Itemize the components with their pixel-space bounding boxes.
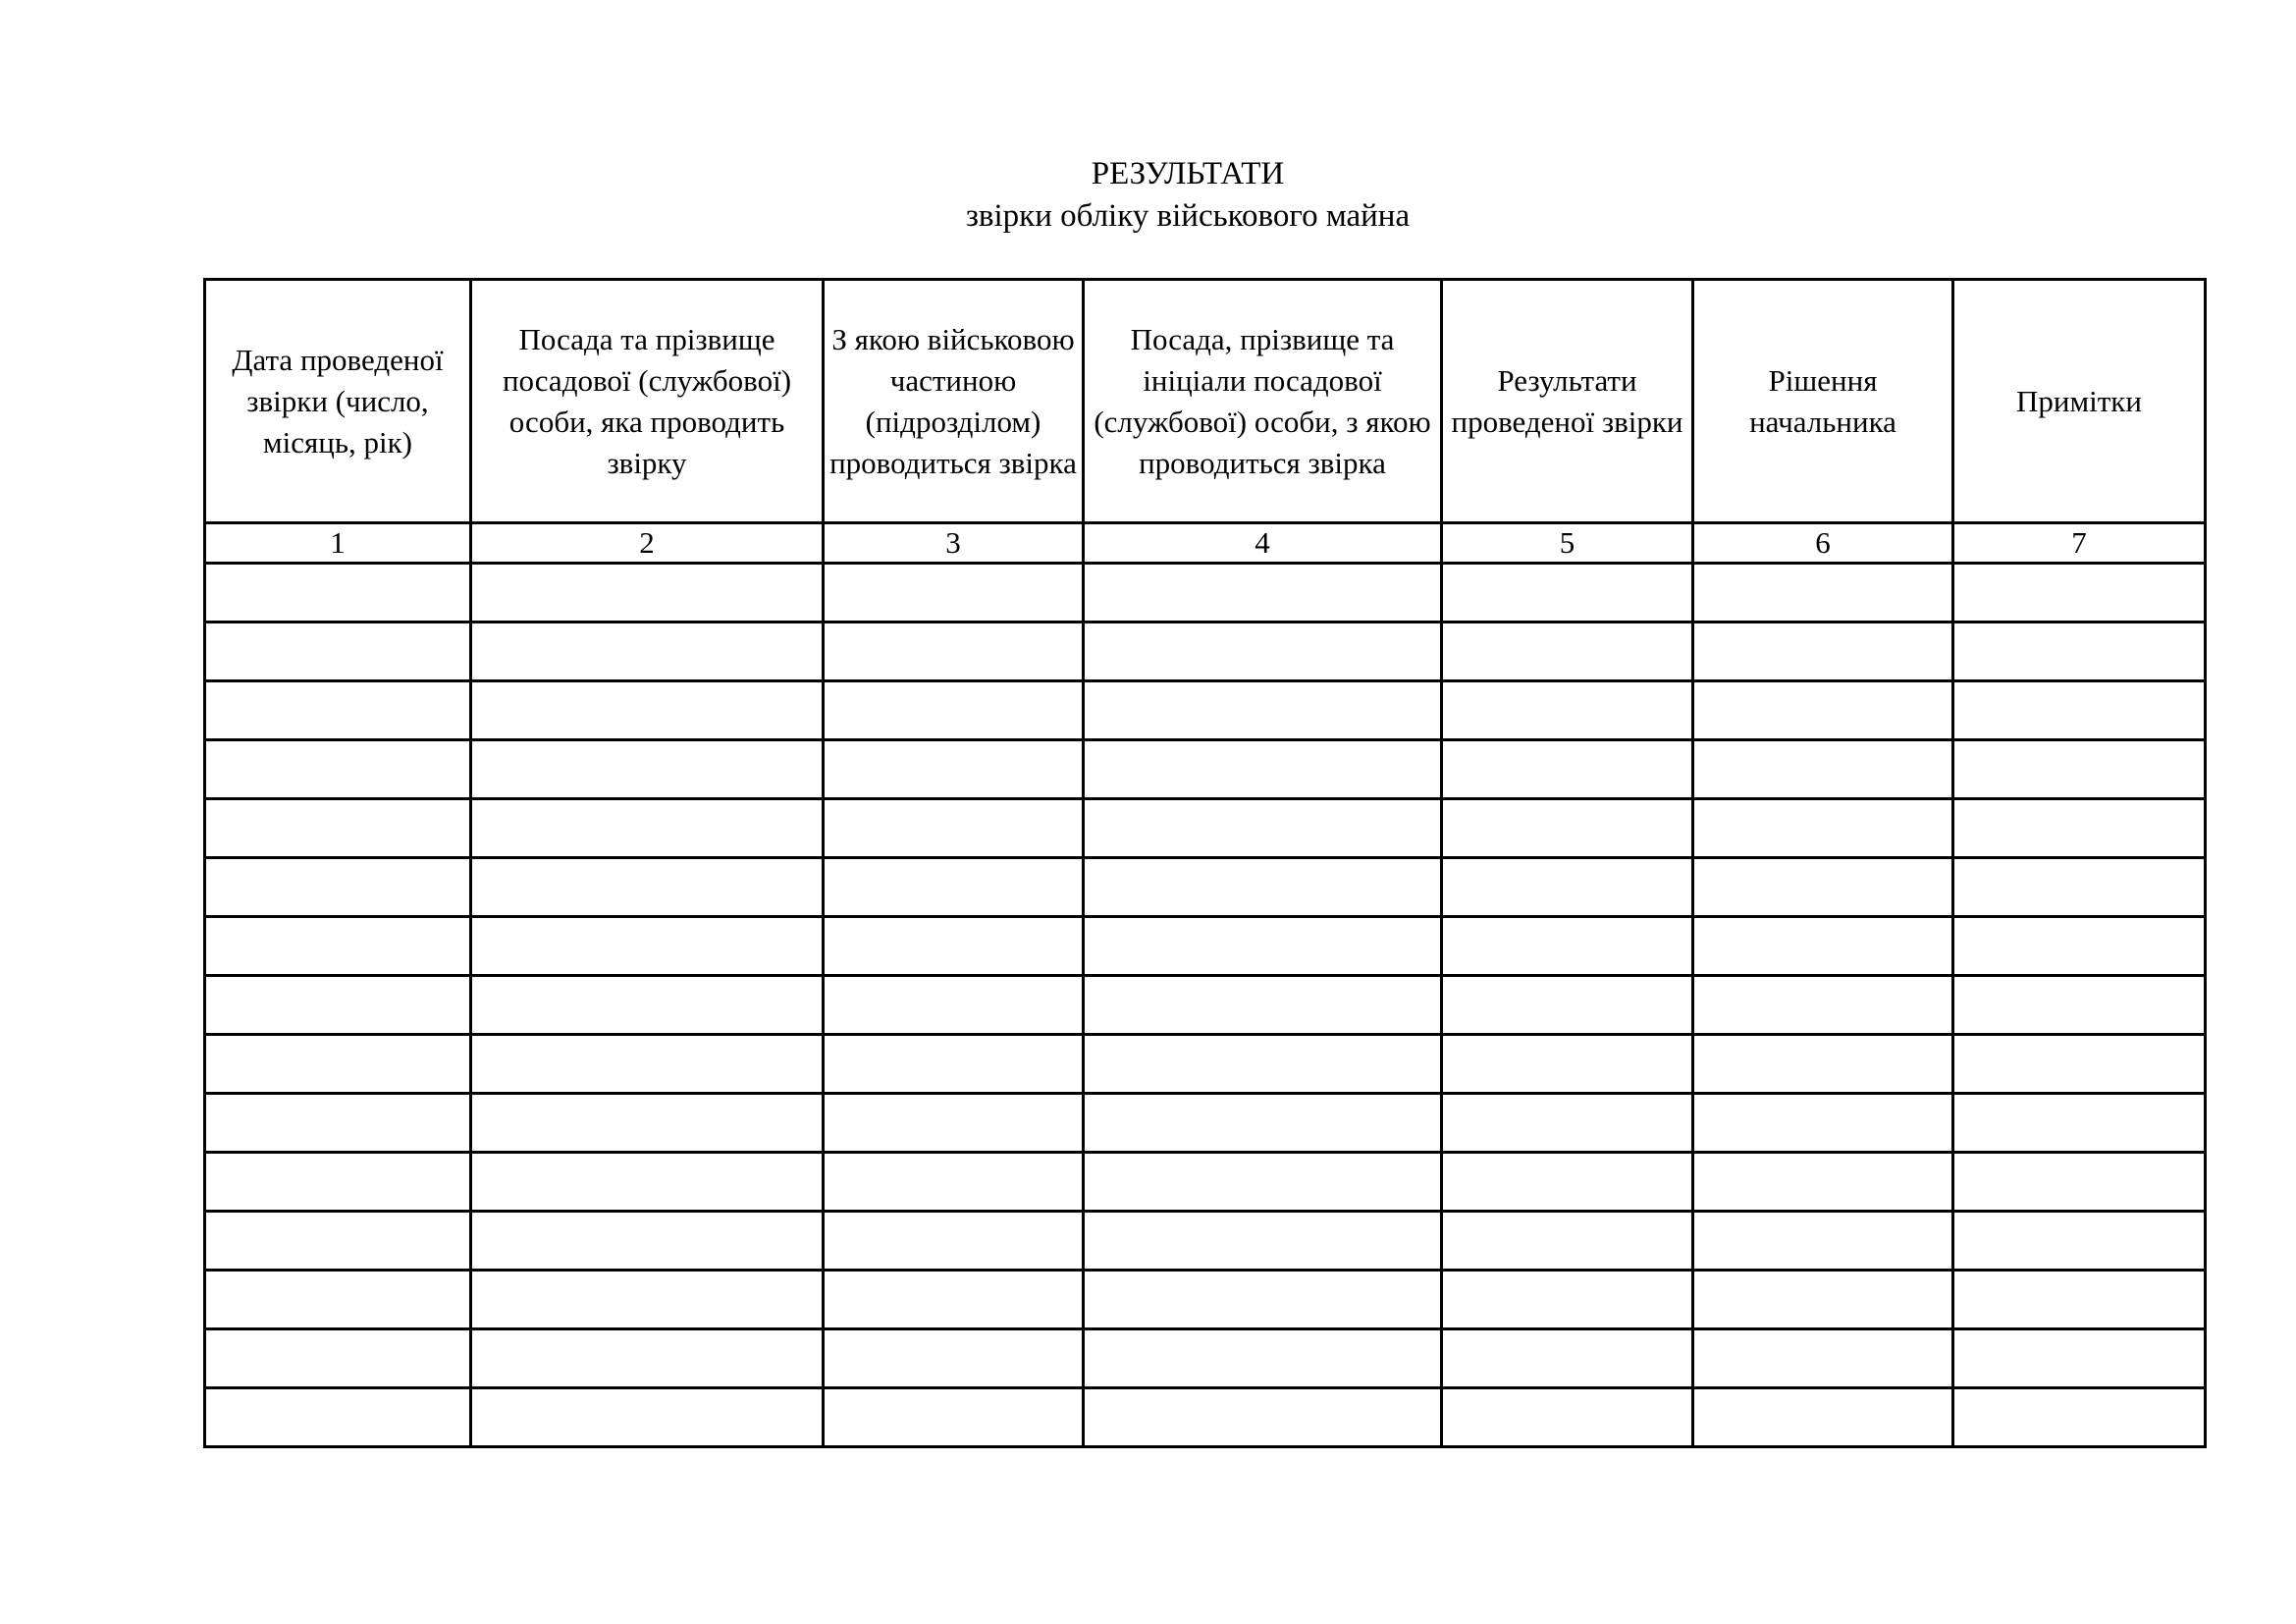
table-row (205, 623, 2206, 681)
table-cell[interactable] (1442, 681, 1693, 740)
table-cell[interactable] (1693, 1035, 1953, 1094)
table-cell[interactable] (1084, 1388, 1442, 1447)
table-cell[interactable] (1084, 1153, 1442, 1212)
table-cell[interactable] (1953, 1153, 2206, 1212)
table-cell[interactable] (1442, 1329, 1693, 1388)
table-cell[interactable] (824, 564, 1084, 623)
table-cell[interactable] (205, 858, 471, 917)
table-cell[interactable] (205, 564, 471, 623)
table-cell[interactable] (205, 917, 471, 976)
table-cell[interactable] (1084, 1035, 1442, 1094)
table-cell[interactable] (1693, 623, 1953, 681)
document-heading (0, 153, 2296, 238)
table-row (205, 917, 2206, 976)
document-subtitle: звірки обліку військового майна (965, 198, 1411, 234)
table-cell[interactable] (1693, 564, 1953, 623)
table-cell[interactable] (824, 799, 1084, 858)
table-cell[interactable] (824, 1153, 1084, 1212)
table-cell[interactable] (471, 799, 824, 858)
table-cell[interactable] (1953, 1271, 2206, 1329)
table-cell[interactable] (205, 1035, 471, 1094)
table-row (205, 740, 2206, 799)
table-cell[interactable] (824, 623, 1084, 681)
table-cell[interactable] (1953, 858, 2206, 917)
table-cell[interactable] (471, 1329, 824, 1388)
table-cell[interactable] (1693, 1212, 1953, 1271)
column-header-decision: Рішення начальника (1693, 280, 1953, 523)
table-cell[interactable] (471, 1035, 824, 1094)
table-cell[interactable] (471, 1271, 824, 1329)
column-number-row (205, 523, 2206, 564)
table-cell[interactable] (1084, 623, 1442, 681)
table-row (205, 1212, 2206, 1271)
table-cell[interactable] (1442, 1035, 1693, 1094)
column-number: 6 (1693, 523, 1953, 564)
header-row (205, 280, 2206, 523)
table-cell[interactable] (205, 976, 471, 1035)
column-header-results: Результати проведеної звірки (1442, 280, 1693, 523)
table-body (205, 564, 2206, 1447)
column-header-inspector: Посада та прізвище посадової (службової) особи, яка проводить звірку (471, 280, 824, 523)
table-cell[interactable] (1953, 681, 2206, 740)
table-cell[interactable] (471, 1094, 824, 1153)
document-title: РЕЗУЛЬТАТИ (1091, 156, 1285, 191)
table-cell[interactable] (1693, 740, 1953, 799)
table-cell[interactable] (1084, 976, 1442, 1035)
table-row (205, 1035, 2206, 1094)
table-cell[interactable] (205, 1388, 471, 1447)
column-header-unit: З якою військовою частиною (підрозділом) проводиться звірка (824, 280, 1084, 523)
table-cell[interactable] (1693, 1329, 1953, 1388)
table-cell[interactable] (471, 917, 824, 976)
table-row (205, 564, 2206, 623)
table-cell[interactable] (1953, 917, 2206, 976)
table-cell[interactable] (205, 623, 471, 681)
table-cell[interactable] (1442, 564, 1693, 623)
table-row (205, 799, 2206, 858)
column-number: 2 (471, 523, 824, 564)
table-cell[interactable] (824, 1094, 1084, 1153)
table-row (205, 1329, 2206, 1388)
table-cell[interactable] (1084, 917, 1442, 976)
table-cell[interactable] (471, 740, 824, 799)
table-row (205, 1153, 2206, 1212)
table-cell[interactable] (1084, 681, 1442, 740)
table-row (205, 976, 2206, 1035)
table-row (205, 681, 2206, 740)
table-cell[interactable] (824, 1329, 1084, 1388)
table-cell[interactable] (1693, 1271, 1953, 1329)
table-cell[interactable] (1442, 799, 1693, 858)
table-row (205, 1388, 2206, 1447)
table-cell[interactable] (1693, 917, 1953, 976)
column-number: 1 (205, 523, 471, 564)
table-cell[interactable] (1084, 740, 1442, 799)
table-cell[interactable] (1693, 1153, 1953, 1212)
table-cell[interactable] (1693, 858, 1953, 917)
table-cell[interactable] (1693, 799, 1953, 858)
table-cell[interactable] (471, 1153, 824, 1212)
table-cell[interactable] (1084, 858, 1442, 917)
table-cell[interactable] (824, 1212, 1084, 1271)
table-cell[interactable] (1953, 976, 2206, 1035)
table-cell[interactable] (824, 858, 1084, 917)
column-number: 3 (824, 523, 1084, 564)
column-number: 4 (1084, 523, 1442, 564)
table-cell[interactable] (824, 681, 1084, 740)
table-cell[interactable] (1953, 623, 2206, 681)
table-cell[interactable] (1442, 1388, 1693, 1447)
table-cell[interactable] (205, 1153, 471, 1212)
table-cell[interactable] (1084, 564, 1442, 623)
reconciliation-results-table (203, 278, 2207, 1448)
table-cell[interactable] (1953, 1329, 2206, 1388)
column-header-counterpart: Посада, прізвище та ініціали посадової (службової) особи, з якою проводиться звірка (1084, 280, 1442, 523)
table-cell[interactable] (471, 623, 824, 681)
table-cell[interactable] (1084, 1329, 1442, 1388)
table-cell[interactable] (1693, 976, 1953, 1035)
column-number: 5 (1442, 523, 1693, 564)
table-cell[interactable] (1693, 1388, 1953, 1447)
table-cell[interactable] (1693, 1094, 1953, 1153)
table-cell[interactable] (205, 681, 471, 740)
table-cell[interactable] (471, 681, 824, 740)
table-cell[interactable] (1084, 1271, 1442, 1329)
column-header-date: Дата проведеної звірки (число, місяць, рік) (205, 280, 471, 523)
column-number: 7 (1953, 523, 2206, 564)
table-cell[interactable] (824, 1388, 1084, 1447)
table-cell[interactable] (205, 1271, 471, 1329)
table-cell[interactable] (471, 564, 824, 623)
table-cell[interactable] (471, 1388, 824, 1447)
table-cell[interactable] (205, 1212, 471, 1271)
table-cell[interactable] (1084, 1094, 1442, 1153)
table-cell[interactable] (1084, 1212, 1442, 1271)
table-cell[interactable] (471, 976, 824, 1035)
table-cell[interactable] (1693, 681, 1953, 740)
table-cell[interactable] (205, 740, 471, 799)
table-cell[interactable] (1953, 799, 2206, 858)
table-cell[interactable] (471, 1212, 824, 1271)
table-cell[interactable] (824, 1271, 1084, 1329)
table-cell[interactable] (1442, 976, 1693, 1035)
table-cell[interactable] (1442, 623, 1693, 681)
table-cell[interactable] (205, 1329, 471, 1388)
table-cell[interactable] (824, 917, 1084, 976)
table-cell[interactable] (824, 1035, 1084, 1094)
table-cell[interactable] (1442, 1271, 1693, 1329)
column-header-notes: Примітки (1953, 280, 2206, 523)
table-row (205, 1094, 2206, 1153)
table-cell[interactable] (1953, 1388, 2206, 1447)
table-row (205, 858, 2206, 917)
table-cell[interactable] (205, 799, 471, 858)
table-cell[interactable] (824, 976, 1084, 1035)
table-cell[interactable] (1442, 740, 1693, 799)
table-row (205, 1271, 2206, 1329)
table-cell[interactable] (471, 858, 824, 917)
table-cell[interactable] (1442, 1153, 1693, 1212)
table-cell[interactable] (1953, 1094, 2206, 1153)
table-cell[interactable] (205, 1094, 471, 1153)
table-cell[interactable] (1442, 1212, 1693, 1271)
table-cell[interactable] (1953, 1212, 2206, 1271)
table-cell[interactable] (1442, 858, 1693, 917)
table-cell[interactable] (1442, 917, 1693, 976)
table-cell[interactable] (1953, 564, 2206, 623)
table-cell[interactable] (824, 740, 1084, 799)
table-cell[interactable] (1953, 740, 2206, 799)
table-cell[interactable] (1442, 1094, 1693, 1153)
table-cell[interactable] (1084, 799, 1442, 858)
table-cell[interactable] (1953, 1035, 2206, 1094)
